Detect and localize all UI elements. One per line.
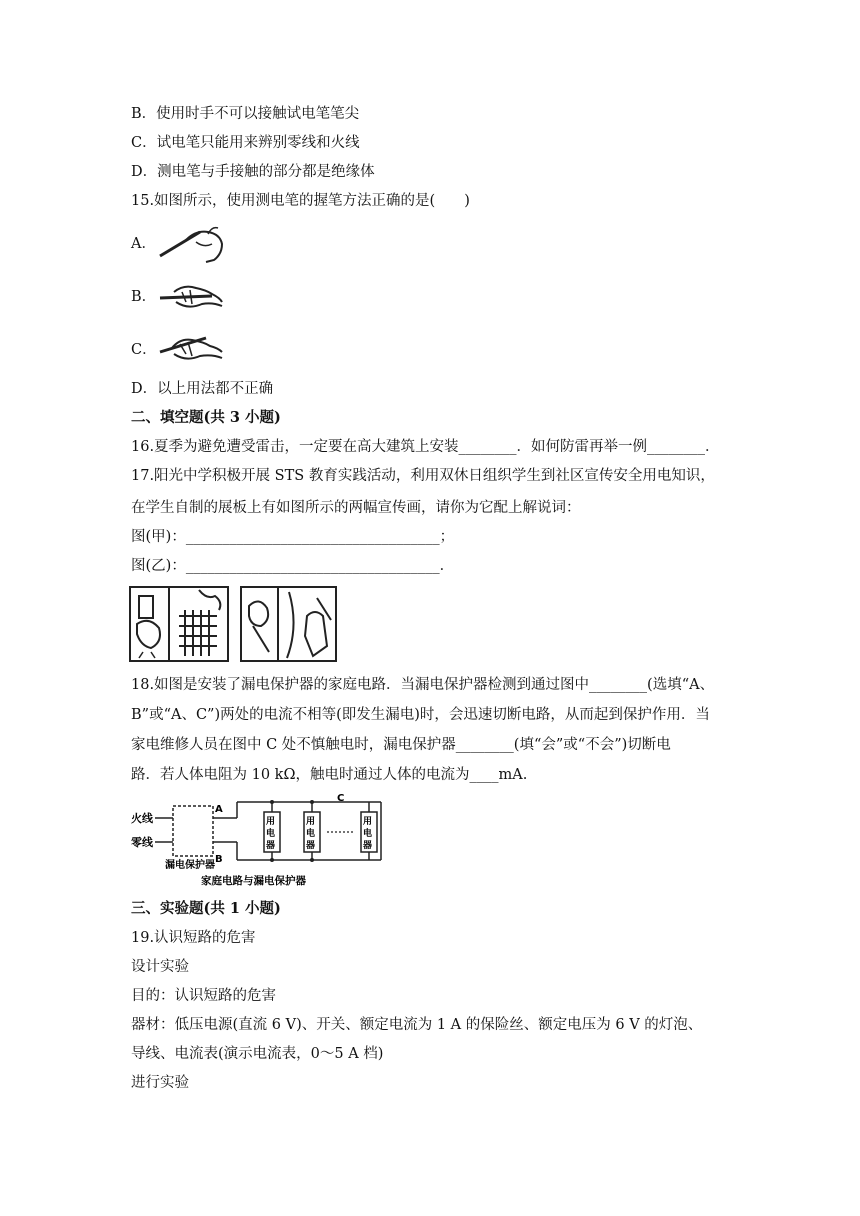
svg-text:电: 电 <box>306 829 316 839</box>
q17-line-1: 17.阳光中学积极开展 STS 教育实践活动，利用双休日组织学生到社区宣传安全用电知识， <box>131 468 715 484</box>
protector-box <box>173 806 213 856</box>
q14-option-b: B．使用时手不可以接触试电笔笔尖 <box>131 106 360 122</box>
protector-label: 漏电保护器 <box>165 860 215 871</box>
q18-line-2: B”或“A、C”)两处的电流不相等(即发生漏电)时，会迅速切断电路，从而起到保护作用．当 <box>131 707 710 723</box>
svg-text:器: 器 <box>266 841 276 851</box>
neutral-wire-label: 零线 <box>131 836 153 849</box>
q17-answer-yi: 图(乙)：___________________________________． <box>131 558 455 574</box>
q18-line-4: 路．若人体电阻为 10 kΩ，触电时通过人体的电流为____mA. <box>131 767 528 783</box>
pen-grip-c-image <box>156 328 228 368</box>
q19-equipment-2: 导线、电流表(演示电流表，0～5 A 档) <box>131 1046 384 1062</box>
section-fill-in-heading: 二、填空题(共 3 小题) <box>131 409 281 426</box>
circuit-diagram <box>129 790 389 890</box>
safety-posters-image <box>129 586 337 663</box>
section-experiment-heading: 三、实验题(共 1 小题) <box>131 900 281 917</box>
q18-line-3: 家电维修人员在图中 C 处不慎触电时，漏电保护器________(填“会”或“不会”)切断电 <box>131 737 671 753</box>
q14-option-c: C．试电笔只能用来辨别零线和火线 <box>131 135 360 151</box>
q19-purpose: 目的：认识短路的危害 <box>131 988 276 1004</box>
point-b-label: B <box>215 854 223 865</box>
q19-title: 19.认识短路的危害 <box>131 930 256 946</box>
q15-stem: 15.如图所示，使用测电笔的握笔方法正确的是( ) <box>131 193 470 209</box>
q19-design: 设计实验 <box>131 959 189 975</box>
point-c-label: C <box>337 793 345 804</box>
q17-line-2: 在学生自制的展板上有如图所示的两幅宣传画，请你为它配上解说词： <box>131 500 581 516</box>
pen-grip-a-image <box>156 222 228 266</box>
pen-grip-b-image <box>156 280 228 314</box>
q15-option-c: C． <box>131 342 157 358</box>
svg-text:器: 器 <box>306 841 316 851</box>
live-wire-label: 火线 <box>131 812 153 825</box>
q14-option-d: D．测电笔与手接触的部分都是绝缘体 <box>131 164 375 180</box>
svg-text:用: 用 <box>306 817 316 827</box>
svg-text:电: 电 <box>266 829 276 839</box>
q16-text: 16.夏季为避免遭受雷击，一定要在高大建筑上安装________．如何防雷再举一例________． <box>131 439 720 455</box>
q19-equipment-1: 器材：低压电源(直流 6 V)、开关、额定电流为 1 A 的保险丝、额定电压为 6 V 的灯泡、 <box>131 1017 703 1033</box>
svg-text:器: 器 <box>363 841 373 851</box>
svg-text:电: 电 <box>363 829 373 839</box>
q15-option-b: B． <box>131 289 157 305</box>
point-a-label: A <box>215 804 223 815</box>
q19-proceed: 进行实验 <box>131 1075 189 1091</box>
svg-text:用: 用 <box>266 817 276 827</box>
q15-option-d: D．以上用法都不正确 <box>131 381 274 397</box>
q17-answer-jia: 图(甲)：___________________________________； <box>131 529 455 545</box>
circuit-caption: 家庭电路与漏电保护器 <box>201 875 306 887</box>
q15-option-a: A． <box>131 236 156 252</box>
svg-text:用: 用 <box>363 817 373 827</box>
q18-line-1: 18.如图是安装了漏电保护器的家庭电路．当漏电保护器检测到通过图中________(选填“A、 <box>131 677 715 693</box>
